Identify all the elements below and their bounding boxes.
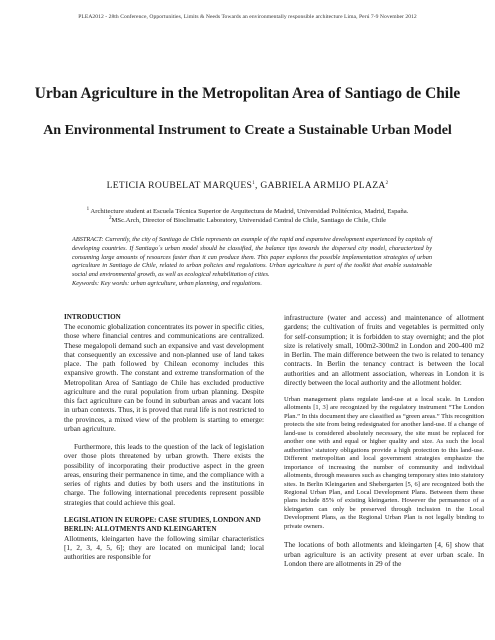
author-name: LETICIA ROUBELAT MARQUES	[106, 180, 253, 191]
author-separator: ,	[255, 180, 261, 191]
left-column	[64, 313, 264, 562]
affiliation-number: 2	[108, 216, 112, 221]
abstract	[72, 236, 432, 289]
body-paragraph: Furthermore, this leads to the question of the lack of legislation over those plots threatened by urban growth. There exists the possibility of incorporating their productive aspect in the green areas, ensuring their permanence in time, and the compliance with a series of rights and duties by both users and the institutions in charge. The following international precedents represent possible strategies that could achieve this goal.	[64, 442, 264, 507]
body-paragraph: Urban management plans regulate land-use at a local scale. In London allotments [1, 3] are recognized by the regulatory instrument “The London Plan.” In this document they are classified as “green areas.” This recognition protects the site from being redesignated for another land-use. If a change of land-use is considered absolutely necessary, the site must be replaced for another one with and equal or higher quality and size. As such the local authorities’ statutory obligations provide a high protection to this land-use. Different metropolitan and local government strategies emphasize the importance of increasing the number of community and individual allotments, through measures such as changing temporary sites into statutory sites. In Berlin Kleingarten and Shebergarten [5, 6] are recognized both the Regional Urban Plan, and Local Development Plans. Between them these plans include 85% of existing kleingarten. However the permanence of a kleingarten can only be preserved through inclusion in the Local Development Plans, as the Regional Urban Plan is not legally binding to private owners.	[284, 396, 485, 530]
affiliation-text: MSc.Arch, Director of Bioclimatic Laboratory, Universidad Central de Chile, Santiago de Chile, Chile	[111, 217, 387, 225]
section-heading: INTRODUCTION	[64, 313, 121, 321]
affiliation-marker: 1	[252, 180, 256, 186]
affiliation-number: 1	[86, 207, 90, 212]
affiliation-text: Architecture student at Escuela Técnica Superior de Arquitectura de Madrid, Universidad Politécnica, Madrid, España.	[90, 208, 409, 216]
author-name: GABRIELA ARMIJO PLAZA	[260, 180, 386, 191]
right-column	[284, 313, 484, 568]
affiliation	[30, 214, 465, 225]
paper-subtitle: An Environmental Instrument to Create a Sustainable Urban Model	[43, 123, 452, 138]
keywords: Keywords: Key words: urban agriculture, urban planning, and regulations.	[72, 279, 262, 287]
running-header: PLEA2012 - 28th Conference, Opportunities, Limits & Needs Towards an environmentally responsible architecture Lima, Perú 7-9 November 2012	[78, 14, 417, 20]
affiliation-marker: 2	[385, 180, 389, 186]
section-heading: LEGISLATION IN EUROPE: CASE STUDIES, LONDON AND BERLIN: ALLOTMENTS AND KLEINGARTEN	[64, 515, 261, 533]
body-paragraph: The locations of both allotments and kleingarten [4, 6] show that urban agriculture is an activity present at ever urban scale. In London there are allotments in 29 of the	[284, 540, 484, 568]
abstract-text: ABSTRACT: Currently, the city of Santiago de Chile represents an example of the rapid and expansive development experienced by capitals of developing countries. If Santiago´s urban model should be classified, the balance tips towards the dispersed city model, characterized by consuming large amounts of resources faster than it can produce them. This paper explores the possible implementation strategies of urban agriculture in Santiago de Chile, related to urban policies and regulations. Urban agriculture is part of the toolkit that enable sustainable social and environmental growth, as well as ecological rehabilitation of cities.	[72, 236, 432, 279]
body-paragraph: infrastructure (water and access) and maintenance of allotment gardens; the cultivation of fruits and vegetables is permitted only for self-consumption; it is forbidden to stay overnight; and the plot size is relatively small, 100m2-300m2 in London and 200-400 m2 in Berlin. The main difference between the two is related to tenancy contracts. In Berlin the tenancy contract is between the local authorities and an allotment association, whereas in London it is directly between the local authority and the allotment holder.	[284, 313, 484, 387]
author-line	[0, 180, 495, 191]
body-paragraph: Allotments, kleingarten have the following similar characteristics [1, 2, 3, 4, 5, 6]; they are located on municipal land; local authorities are responsible for	[64, 533, 264, 562]
body-paragraph: The economic globalization concentrates its power in specific cities, those where financial centres and communications are centralized. These megalopoli demand such an expansive and vast development that consequently an excessive and non-planned use of land takes place. The path followed by Chilean economy includes this expansive growth. The constant and extreme transformation of the Metropolitan Area of Santiago de Chile has excluded productive agriculture and the rural population from urban planning. Despite this fact agriculture can be found in suburban areas and vacant lots in urban contexts. Thus, it is proved that rural life is not restricted to the provinces, a mixed view of the problem is starting to emerge: urban agriculture.	[64, 322, 264, 433]
paper-title: Urban Agriculture in the Metropolitan Area of Santiago de Chile	[34, 85, 461, 102]
